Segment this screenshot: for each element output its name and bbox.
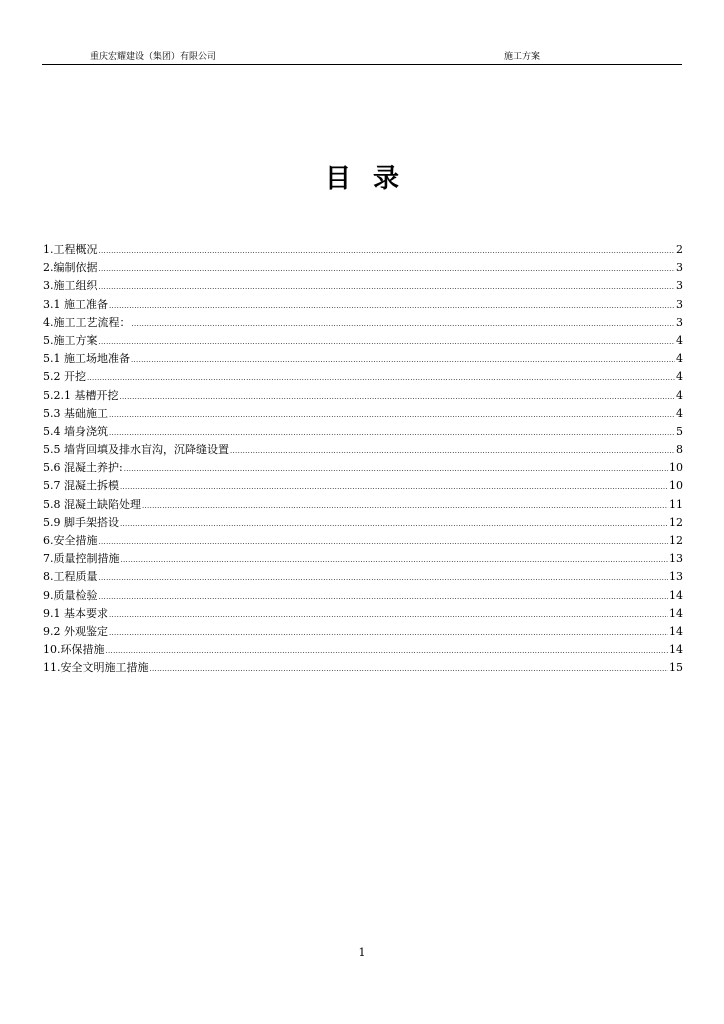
toc-entry-label: 9.2 外观鉴定	[43, 624, 108, 638]
toc-entry-page-number: 13	[669, 552, 683, 566]
toc-dot-leader	[109, 297, 675, 315]
toc-dot-leader	[131, 351, 675, 369]
toc-entry-page-number: 14	[669, 588, 683, 602]
toc-entry-label: 5.6 混凝土养护:	[43, 461, 123, 475]
toc-entry-label: 5.5 墙背回填及排水盲沟，沉降缝设置	[43, 443, 229, 457]
toc-entry-label: 7.质量控制措施	[43, 552, 120, 566]
toc-entry[interactable]	[43, 641, 683, 659]
toc-entry[interactable]	[43, 514, 683, 532]
toc-entry-label: 5.7 混凝土拆模	[43, 479, 119, 493]
toc-dot-leader	[109, 606, 668, 624]
toc-entry-label: 10.环保措施	[43, 643, 105, 657]
toc-entry-label: 5.2 开挖	[43, 370, 86, 384]
toc-entry-label: 9.质量检验	[43, 588, 98, 602]
toc-entry-page-number: 12	[669, 515, 683, 529]
toc-entry-page-number: 4	[676, 388, 683, 402]
toc-entry-page-number: 2	[676, 243, 683, 256]
toc-entry-label: 5.1 施工场地准备	[43, 352, 130, 366]
toc-entry[interactable]	[43, 368, 683, 386]
toc-entry-label: 2.编制依据	[43, 261, 98, 275]
toc-entry-label: 9.1 基本要求	[43, 606, 108, 620]
toc-entry-label: 4.施工工艺流程：	[43, 315, 131, 329]
toc-entry-page-number: 3	[676, 279, 683, 293]
toc-dot-leader	[109, 406, 675, 424]
toc-dot-leader	[124, 460, 668, 478]
toc-dot-leader	[132, 315, 676, 333]
toc-entry[interactable]	[43, 568, 683, 586]
toc-entry[interactable]	[43, 605, 683, 623]
toc-entry-page-number: 14	[669, 606, 683, 620]
toc-dot-leader	[99, 278, 676, 296]
toc-dot-leader	[150, 660, 669, 678]
toc-entry-page-number: 11	[669, 497, 683, 511]
toc-entry-page-number: 13	[669, 570, 683, 584]
toc-entry[interactable]	[43, 259, 683, 277]
toc-entry[interactable]	[43, 423, 683, 441]
toc-entry[interactable]	[43, 441, 683, 459]
toc-entry-page-number: 8	[676, 443, 683, 457]
toc-entry-page-number: 15	[669, 661, 683, 675]
toc-dot-leader	[99, 533, 669, 551]
toc-entry[interactable]	[43, 241, 683, 259]
toc-entry-label: 5.施工方案	[43, 333, 98, 347]
header-document-type: 施工方案	[504, 52, 541, 62]
toc-entry[interactable]	[43, 277, 683, 295]
toc-entry-page-number: 4	[676, 333, 683, 347]
toc-entry-page-number: 5	[676, 424, 683, 438]
toc-entry-page-number: 3	[676, 297, 683, 311]
toc-entry-page-number: 12	[669, 534, 683, 547]
toc-entry-page-number: 10	[669, 479, 683, 493]
table-of-contents	[43, 241, 683, 678]
toc-entry[interactable]	[43, 296, 683, 314]
toc-entry-page-number: 10	[669, 461, 683, 475]
toc-entry[interactable]	[43, 314, 683, 332]
toc-entry[interactable]	[43, 387, 683, 405]
toc-entry-page-number: 4	[676, 406, 683, 420]
toc-entry[interactable]	[43, 496, 683, 514]
toc-entry-page-number: 14	[669, 643, 683, 657]
toc-dot-leader	[142, 497, 668, 515]
page-number: 1	[358, 946, 366, 959]
toc-entry-label: 5.9 脚手架搭设	[43, 515, 119, 529]
toc-dot-leader	[99, 333, 676, 351]
toc-entry[interactable]	[43, 532, 683, 550]
toc-entry-label: 8.工程质量	[43, 570, 98, 584]
toc-entry[interactable]	[43, 459, 683, 477]
toc-dot-leader	[109, 424, 675, 442]
header-company-name: 重庆宏耀建设（集团）有限公司	[90, 52, 217, 62]
toc-title: 目录	[324, 164, 421, 194]
toc-dot-leader	[120, 478, 668, 496]
toc-entry-label: 5.4 墙身浇筑	[43, 424, 108, 438]
toc-dot-leader	[120, 515, 668, 533]
toc-entry[interactable]	[43, 659, 683, 677]
toc-dot-leader	[120, 388, 676, 406]
toc-entry[interactable]	[43, 550, 683, 568]
toc-entry-label: 5.2.1 基槽开挖	[43, 388, 119, 402]
toc-dot-leader	[87, 369, 675, 387]
toc-dot-leader	[109, 624, 668, 642]
toc-dot-leader	[99, 260, 676, 278]
toc-entry[interactable]	[43, 350, 683, 368]
toc-entry-label: 5.8 混凝土缺陷处理	[43, 497, 141, 511]
toc-entry-label: 3.1 施工准备	[43, 297, 108, 311]
toc-entry-page-number: 3	[676, 315, 683, 329]
toc-entry-label: 5.3 基础施工	[43, 406, 108, 420]
toc-entry[interactable]	[43, 332, 683, 350]
toc-entry-page-number: 4	[676, 352, 683, 366]
toc-dot-leader	[230, 442, 675, 460]
toc-dot-leader	[99, 569, 669, 587]
toc-entry-page-number: 14	[669, 624, 683, 638]
toc-entry-label: 11.安全文明施工措施	[43, 661, 149, 675]
toc-entry[interactable]	[43, 405, 683, 423]
toc-entry-label: 1.工程概况	[43, 243, 98, 256]
toc-entry-label: 3.施工组织	[43, 279, 98, 293]
toc-entry[interactable]	[43, 477, 683, 495]
page-header	[42, 50, 682, 65]
toc-dot-leader	[99, 242, 676, 260]
toc-entry[interactable]	[43, 587, 683, 605]
toc-dot-leader	[99, 588, 669, 606]
toc-entry[interactable]	[43, 623, 683, 641]
toc-entry-page-number: 4	[676, 370, 683, 384]
toc-dot-leader	[121, 551, 669, 569]
toc-entry-label: 6.安全措施	[43, 534, 98, 547]
toc-entry-page-number: 3	[676, 261, 683, 275]
toc-dot-leader	[106, 642, 669, 660]
